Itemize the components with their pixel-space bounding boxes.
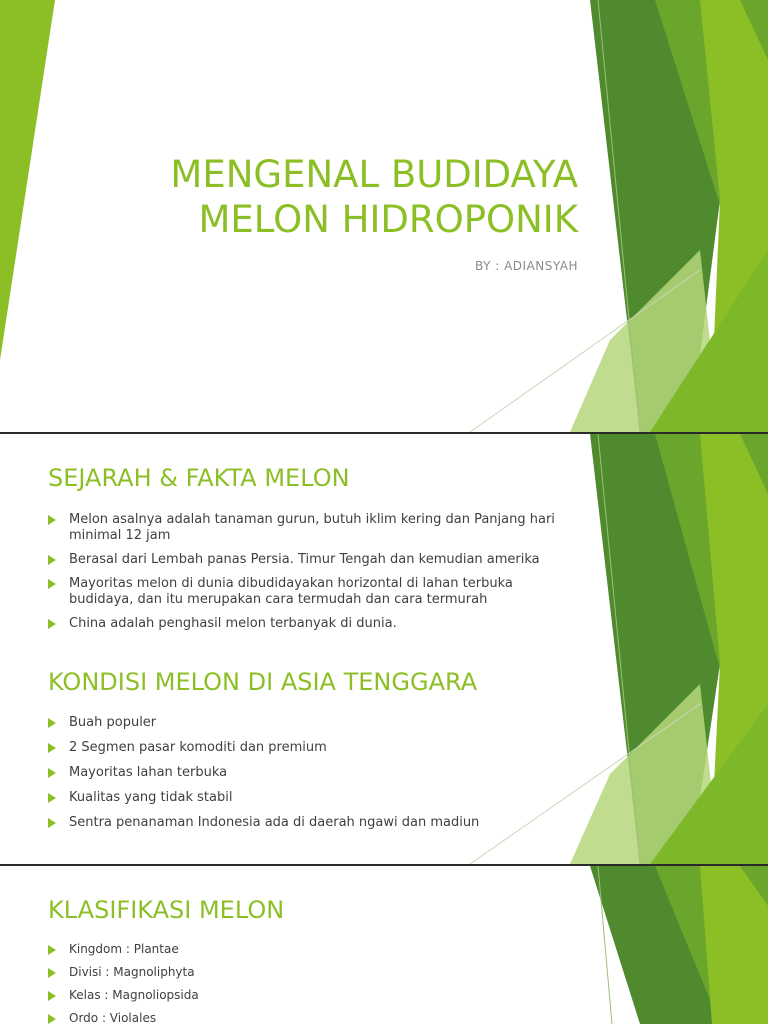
- list-item: Buah populer: [48, 715, 558, 731]
- list-item: Kualitas yang tidak stabil: [48, 790, 558, 806]
- list-item: China adalah penghasil melon terbanyak di dunia.: [48, 616, 558, 632]
- list-item: Melon asalnya adalah tanaman gurun, butuh iklim kering dan Panjang hari minimal 12 jam: [48, 512, 558, 544]
- author-subtitle: BY : ADIANSYAH: [475, 259, 578, 273]
- list-item: Mayoritas lahan terbuka: [48, 765, 558, 781]
- triangle-bullet-icon: [48, 991, 56, 1001]
- presentation-title: [58, 152, 578, 242]
- triangle-bullet-icon: [48, 818, 56, 828]
- history-bullet-list: [48, 512, 558, 640]
- title-line-2: MELON HIDROPONIK: [198, 198, 578, 241]
- title-line-1: MENGENAL BUDIDAYA: [170, 153, 578, 196]
- conditions-heading: KONDISI MELON DI ASIA TENGGARA: [48, 668, 478, 696]
- triangle-bullet-icon: [48, 968, 56, 978]
- list-item: Kingdom : Plantae: [48, 942, 558, 957]
- triangle-bullet-icon: [48, 945, 56, 955]
- triangle-bullet-icon: [48, 1014, 56, 1024]
- triangle-bullet-icon: [48, 743, 56, 753]
- list-item: 2 Segmen pasar komoditi dan premium: [48, 740, 558, 756]
- list-item: Ordo : Violales: [48, 1011, 558, 1024]
- classification-heading: KLASIFIKASI MELON: [48, 896, 285, 924]
- list-item: Divisi : Magnoliphyta: [48, 965, 558, 980]
- triangle-bullet-icon: [48, 619, 56, 629]
- triangle-bullet-icon: [48, 515, 56, 525]
- list-item: Mayoritas melon di dunia dibudidayakan horizontal di lahan terbuka budidaya, dan itu merupakan cara termudah dan cara termurah: [48, 576, 558, 608]
- title-slide: [0, 0, 768, 432]
- history-heading: SEJARAH & FAKTA MELON: [48, 464, 350, 492]
- left-green-sliver: [0, 0, 55, 360]
- classification-bullet-list: [48, 942, 558, 1024]
- list-item: Kelas : Magnoliopsida: [48, 988, 558, 1003]
- triangle-bullet-icon: [48, 718, 56, 728]
- conditions-bullet-list: [48, 715, 558, 840]
- triangle-bullet-icon: [48, 579, 56, 589]
- triangle-bullet-icon: [48, 793, 56, 803]
- list-item: Sentra penanaman Indonesia ada di daerah ngawi dan madiun: [48, 815, 558, 831]
- triangle-bullet-icon: [48, 555, 56, 565]
- history-slide: [0, 434, 768, 864]
- list-item: Berasal dari Lembah panas Persia. Timur Tengah dan kemudian amerika: [48, 552, 558, 568]
- triangle-bullet-icon: [48, 768, 56, 778]
- classification-slide: [0, 866, 768, 1024]
